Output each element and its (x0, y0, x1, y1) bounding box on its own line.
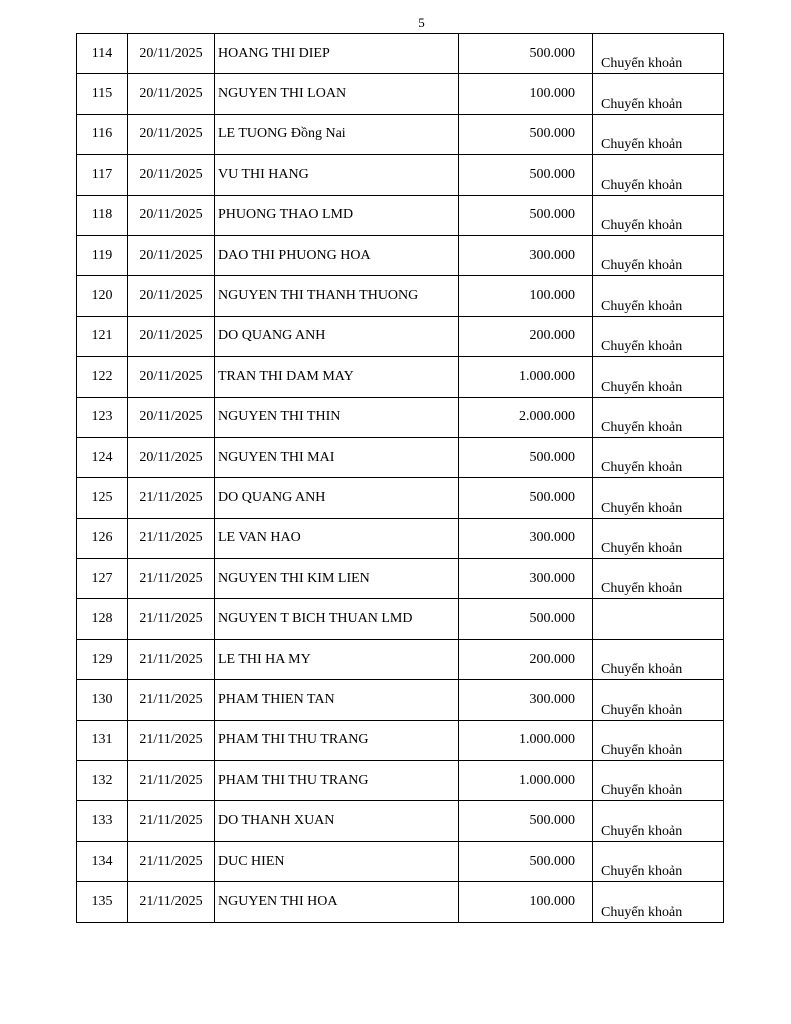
row-number-cell: 128 (77, 599, 128, 639)
payment-method-cell: Chuyển khoản (593, 841, 724, 881)
date-cell: 20/11/2025 (128, 114, 215, 154)
donor-name-cell: NGUYEN THI HOA (215, 882, 459, 922)
date-cell: 21/11/2025 (128, 559, 215, 599)
donor-name-cell: DUC HIEN (215, 841, 459, 881)
row-number-cell: 116 (77, 114, 128, 154)
donor-name-cell: LE VAN HAO (215, 518, 459, 558)
amount-cell: 500.000 (459, 34, 593, 74)
payment-method-cell: Chuyển khoản (593, 397, 724, 437)
payment-method-cell: Chuyển khoản (593, 34, 724, 74)
table-row (77, 841, 724, 881)
table-row (77, 357, 724, 397)
donor-name-cell: DO QUANG ANH (215, 316, 459, 356)
amount-cell: 500.000 (459, 114, 593, 154)
row-number-cell: 134 (77, 841, 128, 881)
table-row (77, 155, 724, 195)
table-row (77, 397, 724, 437)
payment-method-cell: Chuyển khoản (593, 478, 724, 518)
date-cell: 20/11/2025 (128, 437, 215, 477)
donor-name-cell: NGUYEN THI THIN (215, 397, 459, 437)
row-number-cell: 125 (77, 478, 128, 518)
date-cell: 20/11/2025 (128, 74, 215, 114)
row-number-cell: 114 (77, 34, 128, 74)
table-row (77, 276, 724, 316)
donor-name-cell: NGUYEN THI LOAN (215, 74, 459, 114)
payment-method-cell: Chuyển khoản (593, 357, 724, 397)
donor-name-cell: DO QUANG ANH (215, 478, 459, 518)
payment-method-cell: Chuyển khoản (593, 720, 724, 760)
payment-method-cell: Chuyển khoản (593, 437, 724, 477)
row-number-cell: 129 (77, 639, 128, 679)
table-row (77, 114, 724, 154)
table-row (77, 235, 724, 275)
amount-cell: 500.000 (459, 478, 593, 518)
date-cell: 20/11/2025 (128, 235, 215, 275)
date-cell: 21/11/2025 (128, 761, 215, 801)
date-cell: 20/11/2025 (128, 155, 215, 195)
amount-cell: 1.000.000 (459, 720, 593, 760)
row-number-cell: 133 (77, 801, 128, 841)
amount-cell: 100.000 (459, 882, 593, 922)
date-cell: 21/11/2025 (128, 478, 215, 518)
donor-name-cell: HOANG THI DIEP (215, 34, 459, 74)
date-cell: 21/11/2025 (128, 882, 215, 922)
table-row (77, 74, 724, 114)
table-row (77, 599, 724, 639)
row-number-cell: 131 (77, 720, 128, 760)
date-cell: 21/11/2025 (128, 639, 215, 679)
donor-name-cell: LE THI HA MY (215, 639, 459, 679)
amount-cell: 300.000 (459, 559, 593, 599)
payment-method-cell: Chuyển khoản (593, 235, 724, 275)
payment-method-cell: Chuyển khoản (593, 276, 724, 316)
payment-method-cell: Chuyển khoản (593, 195, 724, 235)
donor-name-cell: PHAM THI THU TRANG (215, 761, 459, 801)
payment-method-cell: Chuyển khoản (593, 114, 724, 154)
table-row (77, 316, 724, 356)
amount-cell: 500.000 (459, 195, 593, 235)
page-number: 5 (418, 15, 425, 30)
donor-name-cell: DO THANH XUAN (215, 801, 459, 841)
amount-cell: 200.000 (459, 316, 593, 356)
row-number-cell: 122 (77, 357, 128, 397)
table-row (77, 639, 724, 679)
amount-cell: 500.000 (459, 599, 593, 639)
row-number-cell: 130 (77, 680, 128, 720)
payment-method-cell: Chuyển khoản (593, 639, 724, 679)
amount-cell: 1.000.000 (459, 761, 593, 801)
amount-cell: 500.000 (459, 841, 593, 881)
table-row (77, 518, 724, 558)
date-cell: 20/11/2025 (128, 397, 215, 437)
donor-name-cell: NGUYEN THI THANH THUONG (215, 276, 459, 316)
donor-name-cell: VU THI HANG (215, 155, 459, 195)
date-cell: 20/11/2025 (128, 357, 215, 397)
payment-method-cell (593, 599, 724, 639)
row-number-cell: 120 (77, 276, 128, 316)
donor-name-cell: NGUYEN THI KIM LIEN (215, 559, 459, 599)
amount-cell: 1.000.000 (459, 357, 593, 397)
donor-name-cell: NGUYEN THI MAI (215, 437, 459, 477)
donor-name-cell: TRAN THI DAM MAY (215, 357, 459, 397)
table-row (77, 559, 724, 599)
amount-cell: 100.000 (459, 74, 593, 114)
amount-cell: 200.000 (459, 639, 593, 679)
date-cell: 20/11/2025 (128, 316, 215, 356)
date-cell: 20/11/2025 (128, 195, 215, 235)
row-number-cell: 123 (77, 397, 128, 437)
date-cell: 21/11/2025 (128, 599, 215, 639)
payment-method-cell: Chuyển khoản (593, 882, 724, 922)
date-cell: 21/11/2025 (128, 801, 215, 841)
donation-table-body (77, 34, 724, 923)
table-row (77, 437, 724, 477)
payment-method-cell: Chuyển khoản (593, 74, 724, 114)
amount-cell: 300.000 (459, 235, 593, 275)
row-number-cell: 132 (77, 761, 128, 801)
payment-method-cell: Chuyển khoản (593, 155, 724, 195)
payment-method-cell: Chuyển khoản (593, 316, 724, 356)
payment-method-cell: Chuyển khoản (593, 680, 724, 720)
date-cell: 21/11/2025 (128, 720, 215, 760)
donor-name-cell: PHAM THIEN TAN (215, 680, 459, 720)
table-row (77, 761, 724, 801)
amount-cell: 500.000 (459, 801, 593, 841)
payment-method-cell: Chuyển khoản (593, 518, 724, 558)
donation-table (76, 33, 724, 923)
row-number-cell: 124 (77, 437, 128, 477)
table-row (77, 882, 724, 922)
donor-name-cell: PHAM THI THU TRANG (215, 720, 459, 760)
payment-method-cell: Chuyển khoản (593, 801, 724, 841)
row-number-cell: 121 (77, 316, 128, 356)
date-cell: 21/11/2025 (128, 680, 215, 720)
amount-cell: 300.000 (459, 680, 593, 720)
amount-cell: 100.000 (459, 276, 593, 316)
amount-cell: 300.000 (459, 518, 593, 558)
row-number-cell: 127 (77, 559, 128, 599)
table-row (77, 801, 724, 841)
donor-name-cell: PHUONG THAO LMD (215, 195, 459, 235)
date-cell: 21/11/2025 (128, 841, 215, 881)
row-number-cell: 126 (77, 518, 128, 558)
row-number-cell: 115 (77, 74, 128, 114)
amount-cell: 500.000 (459, 155, 593, 195)
row-number-cell: 118 (77, 195, 128, 235)
table-row (77, 34, 724, 74)
donor-name-cell: NGUYEN T BICH THUAN LMD (215, 599, 459, 639)
payment-method-cell: Chuyển khoản (593, 559, 724, 599)
date-cell: 20/11/2025 (128, 276, 215, 316)
date-cell: 21/11/2025 (128, 518, 215, 558)
table-row (77, 720, 724, 760)
donor-name-cell: LE TUONG Đồng Nai (215, 114, 459, 154)
table-row (77, 680, 724, 720)
payment-method-cell: Chuyển khoản (593, 761, 724, 801)
row-number-cell: 135 (77, 882, 128, 922)
row-number-cell: 117 (77, 155, 128, 195)
table-row (77, 478, 724, 518)
amount-cell: 500.000 (459, 437, 593, 477)
amount-cell: 2.000.000 (459, 397, 593, 437)
date-cell: 20/11/2025 (128, 34, 215, 74)
row-number-cell: 119 (77, 235, 128, 275)
donor-name-cell: DAO THI PHUONG HOA (215, 235, 459, 275)
table-row (77, 195, 724, 235)
